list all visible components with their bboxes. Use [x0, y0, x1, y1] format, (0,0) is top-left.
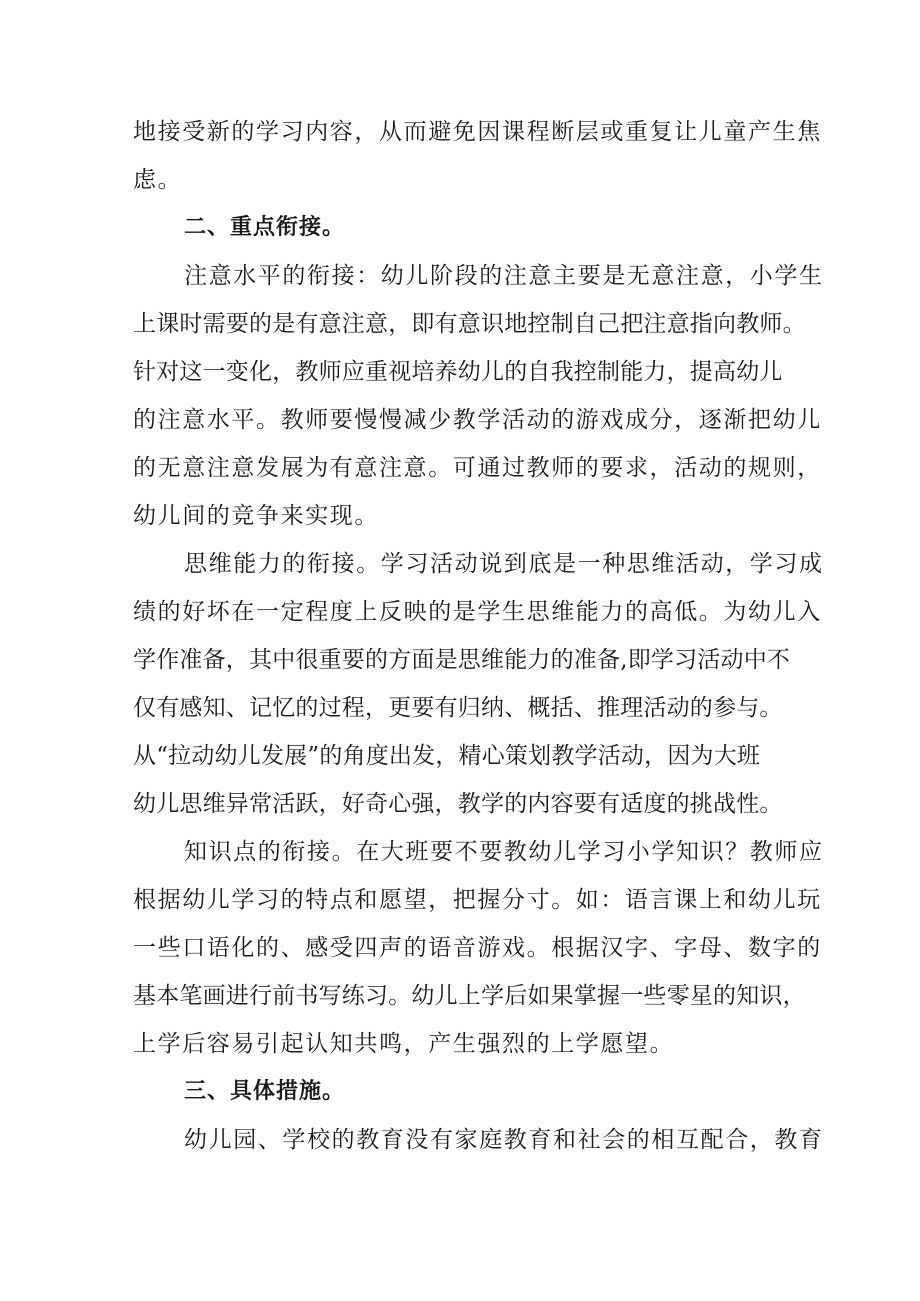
thinking-line-2: 绩的好坏在一定程度上反映的是学生思维能力的高低。为幼儿入	[133, 599, 822, 625]
intro-line-2: 虑。	[133, 167, 183, 193]
thinking-line-5: 从“拉动幼儿发展”的角度出发，精心策划教学活动，因为大班	[133, 743, 761, 769]
thinking-line-3: 学作准备，其中很重要的方面是思维能力的准备,即学习活动中不	[133, 647, 791, 673]
attention-line-3: 针对这一变化，教师应重视培养幼儿的自我控制能力，提高幼儿	[133, 359, 783, 385]
thinking-line-4: 仅有感知、记忆的过程，更要有归纳、概括、推理活动的参与。	[133, 695, 783, 721]
knowledge-line-3: 一些口语化的、感受四声的语音游戏。根据汉字、字母、数字的	[133, 935, 822, 961]
thinking-line-6: 幼儿思维异常活跃，好奇心强，教学的内容要有适度的挑战性。	[133, 791, 783, 817]
attention-line-6: 幼儿间的竞争来实现。	[133, 503, 379, 529]
section-two-heading: 二、重点衔接。	[184, 215, 346, 240]
attention-line-5: 的无意注意发展为有意注意。可通过教师的要求，活动的规则，	[133, 455, 822, 481]
knowledge-line-1: 知识点的衔接。在大班要不要教幼儿学习小学知识？教师应	[184, 839, 824, 865]
attention-line-2: 上课时需要的是有意注意，即有意识地控制自己把注意指向教师。	[133, 311, 806, 337]
measures-line-1: 幼儿园、学校的教育没有家庭教育和社会的相互配合，教育	[184, 1127, 824, 1153]
thinking-line-1: 思维能力的衔接。学习活动说到底是一种思维活动，学习成	[184, 551, 824, 577]
knowledge-line-2: 根据幼儿学习的特点和愿望，把握分寸。如：语言课上和幼儿玩	[133, 887, 822, 913]
intro-line-1: 地接受新的学习内容，从而避免因课程断层或重复让儿童产生焦	[133, 119, 822, 145]
knowledge-line-4: 基本笔画进行前书写练习。幼儿上学后如果掌握一些零星的知识，	[133, 983, 806, 1009]
attention-line-1: 注意水平的衔接：幼儿阶段的注意主要是无意注意，小学生	[184, 263, 824, 289]
section-three-heading: 三、具体措施。	[184, 1079, 346, 1104]
knowledge-line-5: 上学后容易引起认知共鸣，产生强烈的上学愿望。	[133, 1031, 675, 1057]
attention-line-4: 的注意水平。教师要慢慢减少教学活动的游戏成分，逐渐把幼儿	[133, 407, 822, 433]
